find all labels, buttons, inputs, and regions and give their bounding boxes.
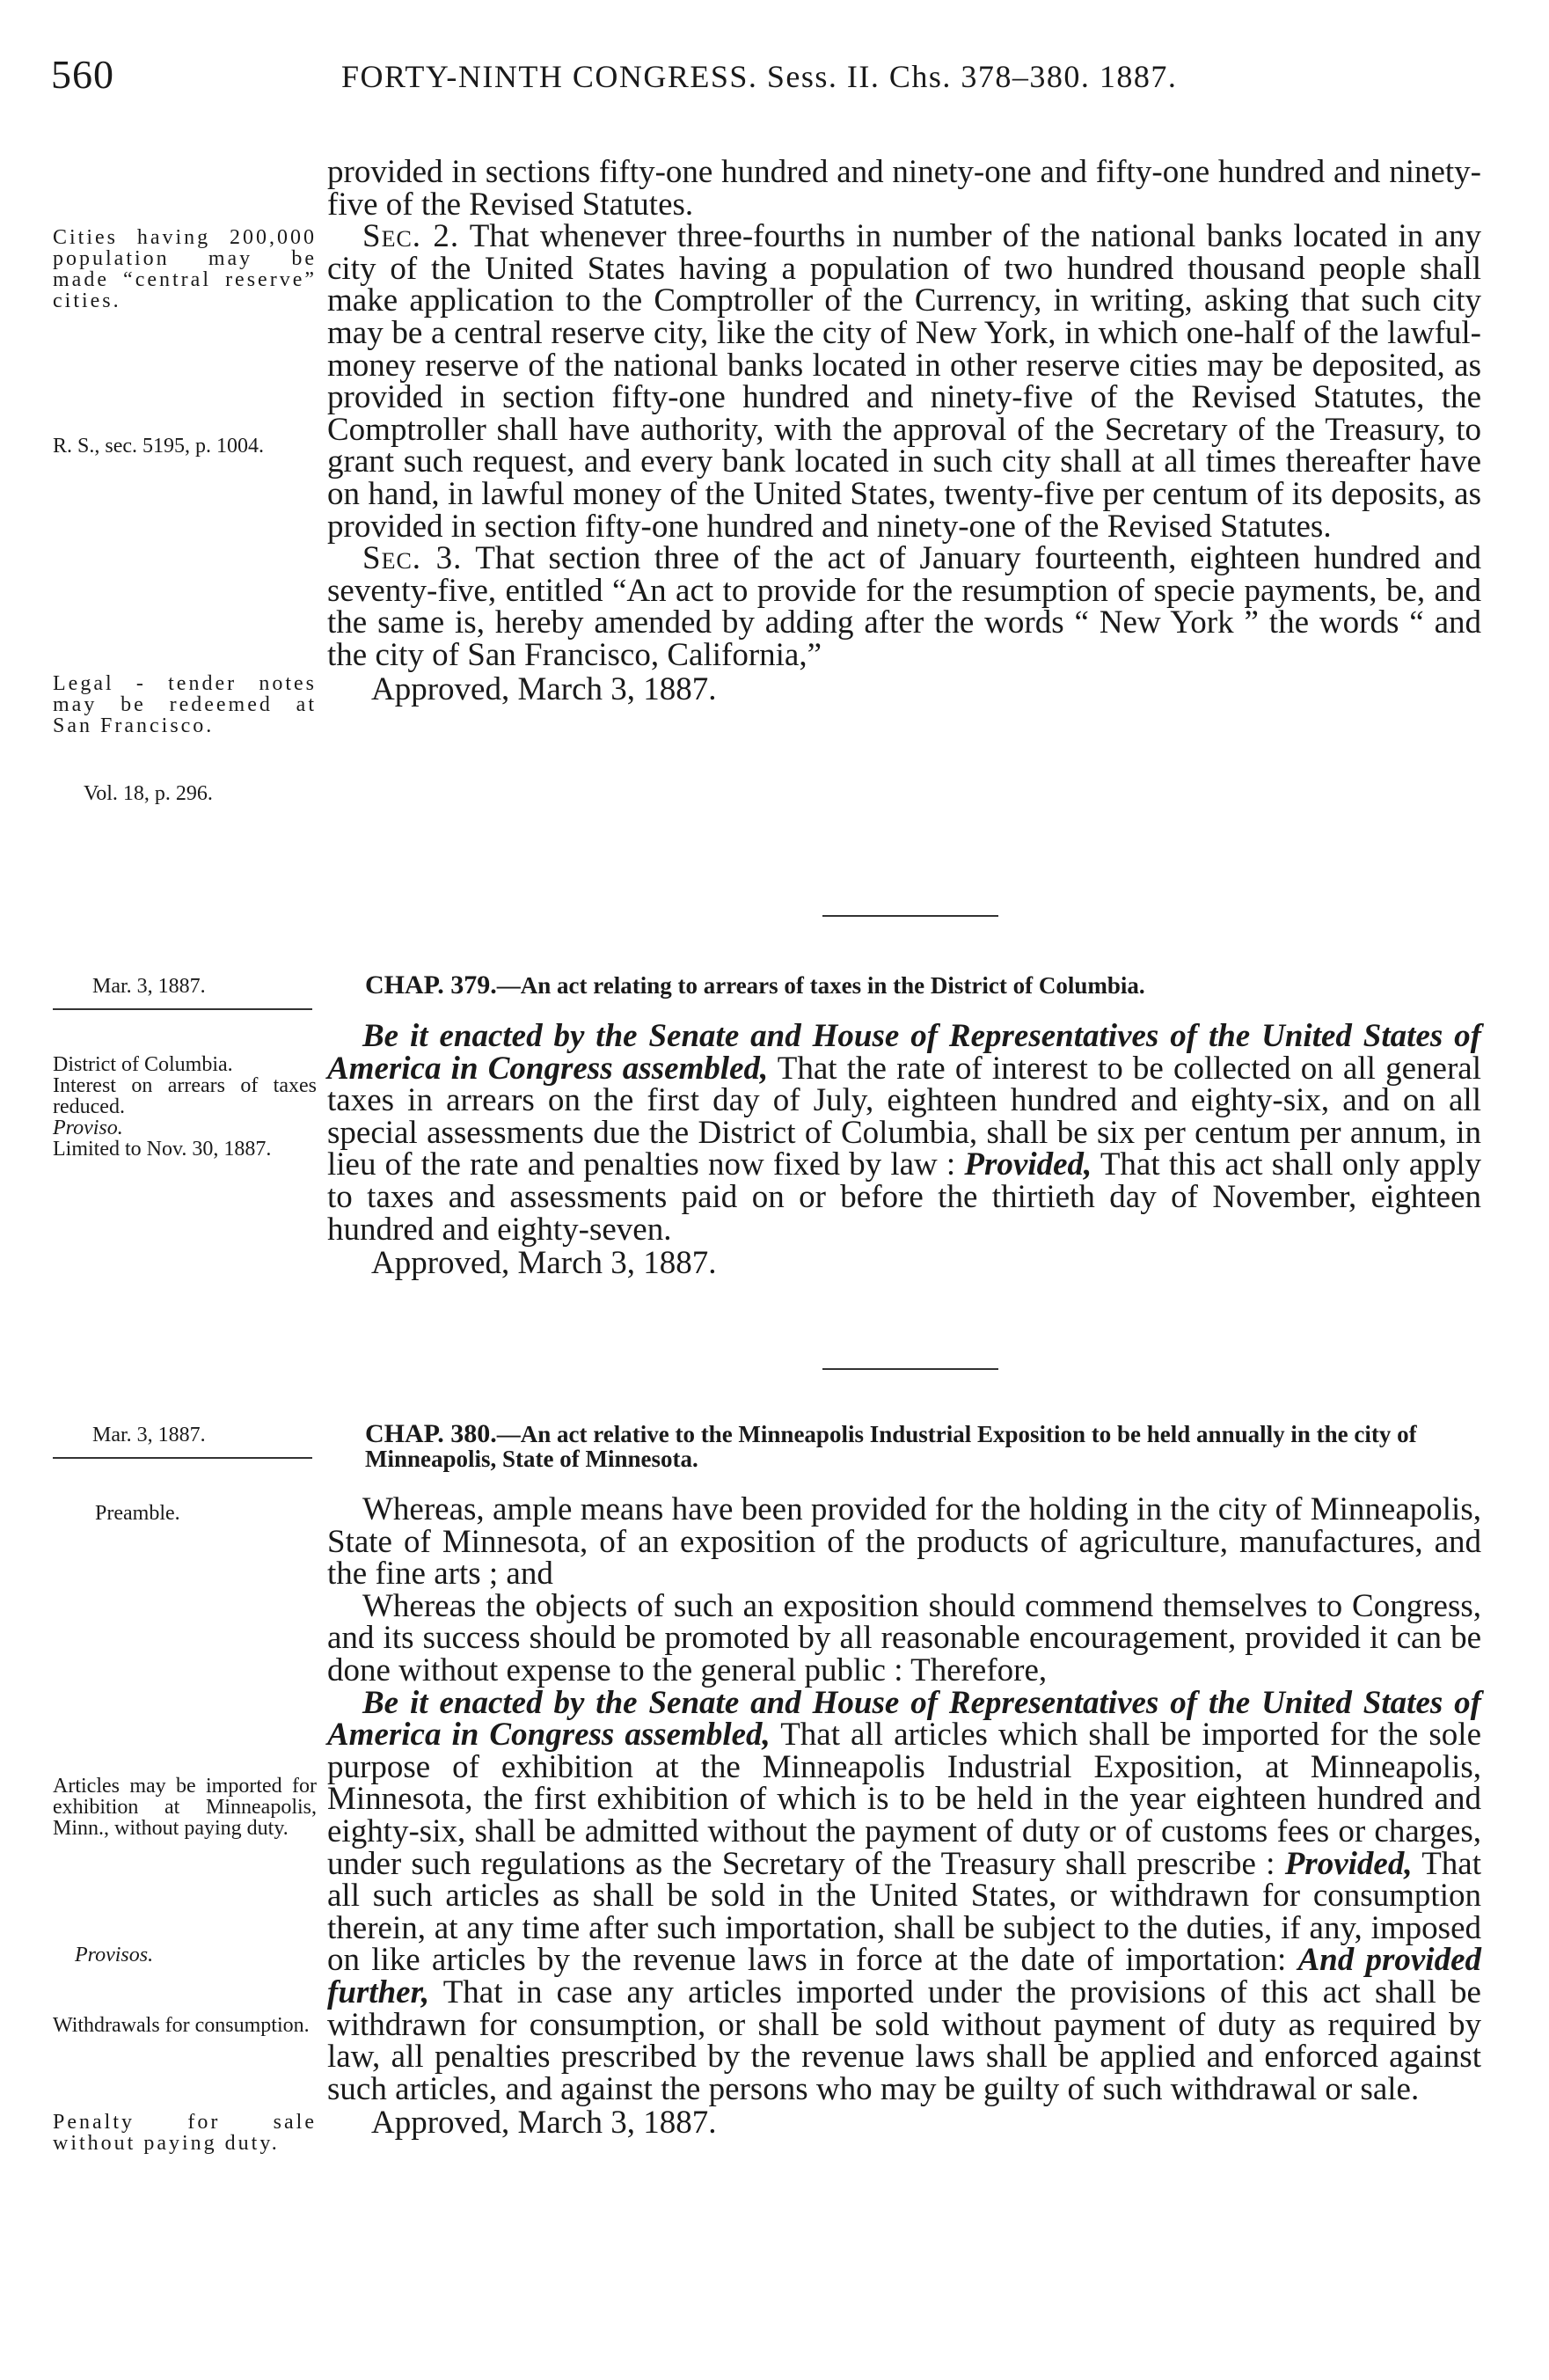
chap380-number: CHAP. 380.: [365, 1419, 497, 1448]
chap379-enacting-clause: Be it enacted by the Senate and House of Representatives of the United States of America in Congress assembled,: [327, 1018, 1481, 1087]
margin-note-rs-5195: R. S., sec. 5195, p. 1004.: [53, 435, 264, 458]
margin-note-district-columbia: District of Columbia. Interest on arrears of taxes reduced. Proviso. Limited to Nov. 30, 1887.: [53, 1053, 317, 1161]
chap378-section-2: [327, 218, 1481, 545]
margin-note-articles-imported: Articles may be imported for exhibition at Minneapolis, Minn., without paying duty.: [53, 1775, 317, 1840]
margin-note-provisos: Provisos.: [75, 1944, 154, 1966]
chap380-text-2: That all such articles as shall be sold in the United States, or withdrawn for consumption therein, at any time after such importation, shall be subject to the duties, if any, imposed on like articles by the revenue laws in force at the date of importation:: [327, 1845, 1481, 1979]
section-3-label: Sec. 3.: [362, 540, 463, 577]
chap379-date-rule: [53, 1008, 312, 1010]
margin-note-penalty: Penalty for sale without paying duty.: [53, 2111, 317, 2155]
running-head: [51, 51, 1485, 104]
chap380-preamble-2: Whereas the objects of such an exposition should commend themselves to Congress, and its success should be promoted by all reasonable encouragement, provided it can be done without expense to the general public : Therefore,: [327, 1587, 1481, 1688]
margin-note-vol-18: Vol. 18, p. 296.: [84, 782, 213, 805]
section-divider-1: [822, 915, 998, 917]
margin-note-withdrawals: Withdrawals for consumption.: [53, 2014, 310, 2037]
header-title: FORTY-NINTH CONGRESS. Sess. II. Chs. 378–380. 1887.: [341, 59, 1178, 94]
chap379-body: [327, 1018, 1482, 1282]
chap379-date: Mar. 3, 1887.: [92, 975, 206, 998]
margin-note-central-reserve: Cities having 200,000 population may be made “central reserve” cities.: [53, 226, 317, 312]
chap379-text-1: That the rate of interest to be collected on all general taxes in arrears on the first day of July, eighteen hundred and eighty-six, and on all special assessments due the District of Columbia, shall be six per centum per annum, in lieu of the rate and penalties now fixed by law :: [327, 1050, 1481, 1183]
margin-note-legal-tender: Legal - tender notes may be redeemed at San Francisco.: [53, 672, 317, 737]
margin-note-proviso: Proviso.: [53, 1117, 123, 1139]
chap380-provided-word: Provided,: [1284, 1845, 1413, 1882]
section-3-text: That section three of the act of January fourteenth, eighteen hundred and seventy-five, entitled “An act to provide for the resumption of specie payments, be, and the same is, hereby amended by adding after the words “ New York ” the words “ and the city of San Francisco, California,”: [327, 540, 1481, 673]
chap380-provided-further: And provided further,: [327, 1942, 1481, 2010]
chap380-date: Mar. 3, 1887.: [92, 1424, 206, 1446]
chap379-number: CHAP. 379.: [365, 970, 497, 1000]
chap380-approved: Approved, March 3, 1887.: [371, 2105, 717, 2142]
section-2-label: Sec. 2.: [362, 218, 460, 255]
chap378-approved: Approved, March 3, 1887.: [371, 670, 717, 707]
chap378-body: [327, 154, 1481, 707]
chap380-date-rule: [53, 1457, 312, 1459]
margin-note-limited-nov: Limited to Nov. 30, 1887.: [53, 1138, 272, 1161]
chap378-section-3: [327, 540, 1481, 673]
chap378-continuation: provided in sections fifty-one hundred and ninety-one and fifty-one hundred and ninety-five of the Revised Statutes.: [327, 154, 1481, 223]
chap379-title: —An act relating to arrears of taxes in the District of Columbia.: [496, 972, 1145, 999]
section-divider-2: [822, 1368, 998, 1370]
section-2-text: That whenever three-fourths in number of the national banks located in any city of the United States having a population of two hundred thousand people shall make application to the Comptroller of the Currency, in writing, asking that such city may be a central reserve city, like the city of New York, in which one-half of the lawful-money reserve of the national banks located in other reserve cities may be deposited, as provided in section fifty-one hundred and ninety-five of the Revised Statutes, the Comptroller shall have authority, with the approval of the Secretary of the Treasury, to grant such request, and every bank located in such city shall at all times thereafter have on hand, in lawful money of the United States, twenty-five per centum of its deposits, as provided in section fifty-one hundred and ninety-one of the Revised Statutes.: [327, 218, 1481, 545]
chap380-text-3: That in case any articles imported under the provisions of this act shall be withdrawn for consumption, or shall be sold without payment of duty as required by law, all penalties prescribed by the revenue laws shall be applied and enforced against such articles, and against the persons who may be guilty of such withdrawal or sale.: [327, 1974, 1481, 2107]
chap380-enactment: [327, 1684, 1481, 2107]
chap379-proviso-word: Provided,: [964, 1146, 1092, 1183]
chap379-heading: [365, 970, 1482, 1000]
chap380-text-1: That all articles which shall be imported for the sole purpose of exhibition at the Minneapolis Industrial Exposition, at Minneapolis, Minnesota, the first exhibition of which is to be held in the year eighteen hundred and eighty-six, shall be admitted without the payment of duty or of customs fees or charges, under such regulations as the Secretary of the Treasury shall prescribe :: [327, 1717, 1481, 1882]
chap380-body: [327, 1491, 1481, 2142]
chap379-text-2: That this act shall only apply to taxes and assessments paid on or before the thirtieth day of November, eighteen hundred and eighty-seven.: [327, 1146, 1482, 1248]
page-number: 560: [51, 52, 114, 97]
chap380-preamble-1: Whereas, ample means have been provided for the holding in the city of Minneapolis, State of Minnesota, of an exposition of the products of agriculture, manufactures, and the fine arts ; and: [327, 1491, 1481, 1593]
chap380-enacting-clause: Be it enacted by the Senate and House of Representatives of the United States of America in Congress assembled,: [327, 1684, 1481, 1754]
chap379-approved: Approved, March 3, 1887.: [371, 1245, 717, 1282]
margin-note-interest-reduced: Interest on arrears of taxes reduced.: [53, 1074, 317, 1118]
margin-note-preamble: Preamble.: [95, 1502, 180, 1525]
chap379-enactment: [327, 1018, 1482, 1248]
chap380-heading: [365, 1419, 1482, 1472]
chap380-title: —An act relative to the Minneapolis Industrial Exposition to be held annually in the city of Minneapolis, State of Minnesota.: [365, 1421, 1417, 1472]
